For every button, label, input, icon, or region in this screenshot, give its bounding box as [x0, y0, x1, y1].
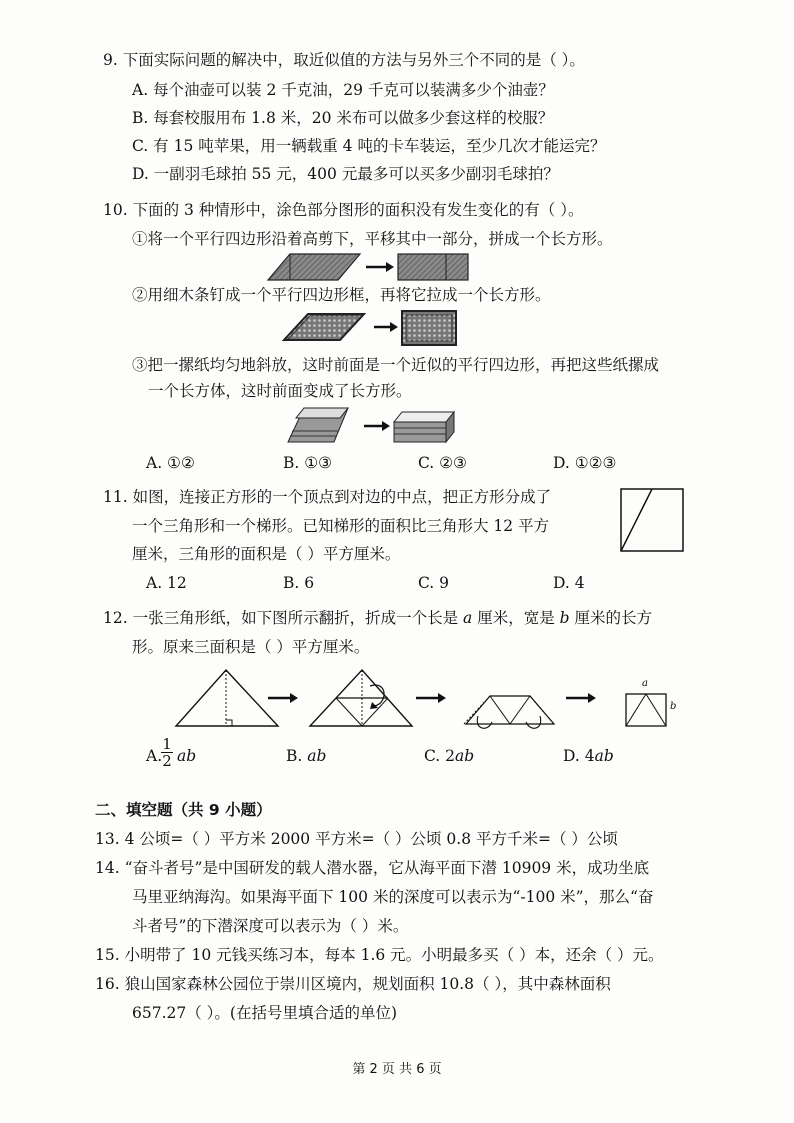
section-heading-fill-in: 二、填空题（共 9 小题）: [95, 801, 272, 819]
figure-square-divided: [620, 488, 684, 552]
q11-line-1: 11. 如图，连接正方形的一个顶点到对边的中点，把正方形分成了: [103, 488, 552, 506]
q10-option-b: B. ①③: [283, 454, 333, 472]
q9-stem: 9. 下面实际问题的解决中，取近似值的方法与另外三个不同的是（ ）。: [103, 51, 585, 69]
q12-option-a-prefix: A.: [146, 747, 163, 765]
q15: 15. 小明带了 10 元钱买练习本，每本 1.6 元。小明最多买（ ）本，还余（ ）元。: [95, 946, 664, 964]
fraction-denominator: 2: [162, 752, 172, 770]
q10-case-3-line-2: 一个长方体，这时前面变成了长方形。: [148, 382, 412, 400]
q10-option-a: A. ①②: [146, 454, 195, 472]
q12-line-1: [103, 608, 652, 628]
q9-option-d: D. 一副羽毛球拍 55 元，400 元最多可以买多少副羽毛球拍？: [132, 165, 559, 183]
q12-option-b: [286, 746, 326, 766]
q9-option-c: C. 有 15 吨苹果，用一辆载重 4 吨的卡车装运，至少几次才能运完？: [132, 137, 606, 155]
q14-line-2: 马里亚纳海沟。如果海平面下 100 米的深度可以表示为“-100 米”，那么“奋: [132, 888, 654, 906]
figure-paper-stack: [286, 404, 458, 446]
q12-text-b: 厘米，宽是: [477, 609, 555, 627]
q11-option-a: A. 12: [146, 574, 187, 592]
q14-line-3: 斗者号”的下潜深度可以表示为（ ）米。: [132, 917, 409, 935]
q11-line-2: 一个三角形和一个梯形。已知梯形的面积比三角形大 12 平方: [132, 517, 550, 535]
fraction-numerator: 1: [162, 735, 172, 753]
q10-case-3-line-1: ③把一摞纸均匀地斜放，这时前面是一个近似的平行四边形，再把这些纸摞成: [132, 356, 660, 374]
q13: 13. 4 公顷=（ ）平方米 2000 平方米=（ ）公顷 0.8 平方千米=（ ）公顷: [95, 830, 618, 848]
q12-line-2: 形。原来三面积是（ ）平方厘米。: [132, 638, 370, 656]
q10-option-d: D. ①②③: [553, 454, 617, 472]
q12-option-d: [563, 746, 614, 766]
figure-triangle-folding: [174, 666, 690, 732]
q12-option-a-var: ab: [177, 747, 197, 765]
q12-option-b-var: ab: [307, 747, 327, 765]
q12-var-a: a: [463, 609, 473, 627]
fig-label-b: b: [670, 701, 677, 712]
q11-option-b: B. 6: [283, 574, 315, 592]
q14-line-1: 14. “奋斗者号”是中国研发的载人潜水器，它从海平面下潜 10909 米，成功坐底: [95, 859, 650, 877]
figure-frame-to-rectangle: [282, 308, 462, 348]
q10-case-2: ②用细木条钉成一个平行四边形框，再将它拉成一个长方形。: [132, 286, 551, 304]
q12-option-d-prefix: D. 4: [563, 747, 595, 765]
q10-case-1: ①将一个平行四边形沿着高剪下，平移其中一部分，拼成一个长方形。: [132, 230, 613, 248]
q12-option-c-prefix: C. 2: [424, 747, 456, 765]
q9-option-b: B. 每套校服用布 1.8 米，20 米布可以做多少套这样的校服？: [132, 109, 554, 127]
q9-option-a: A. 每个油壶可以装 2 千克油，29 千克可以装满多少个油壶？: [132, 81, 554, 99]
q12-text-a: 12. 一张三角形纸，如下图所示翻折，折成一个长是: [103, 609, 459, 627]
q12-text-c: 厘米的长方: [574, 609, 653, 627]
q12-option-a-fraction: [160, 736, 174, 769]
page-footer: 第 2 页 共 6 页: [352, 1062, 442, 1077]
q12-var-b: b: [559, 609, 570, 627]
q10-stem: 10. 下面的 3 种情形中，涂色部分图形的面积没有发生变化的有（ ）。: [103, 201, 584, 219]
fig-label-a: a: [642, 678, 648, 689]
q12-option-c-var: ab: [455, 747, 475, 765]
q16-line-1: 16. 狼山国家森林公园位于崇川区境内，规划面积 10.8（ ），其中森林面积: [95, 975, 611, 993]
q12-option-c: [424, 746, 474, 766]
figure-parallelogram-to-rectangle: [268, 252, 478, 284]
q16-line-2: 657.27（ ）。(在括号里填合适的单位): [132, 1004, 398, 1022]
q10-option-c: C. ②③: [418, 454, 467, 472]
q11-option-c: C. 9: [418, 574, 450, 592]
q12-option-b-prefix: B.: [286, 747, 303, 765]
q11-option-d: D. 4: [553, 574, 585, 592]
q12-option-d-var: ab: [594, 747, 614, 765]
q11-line-3: 厘米，三角形的面积是（ ）平方厘米。: [132, 545, 401, 563]
